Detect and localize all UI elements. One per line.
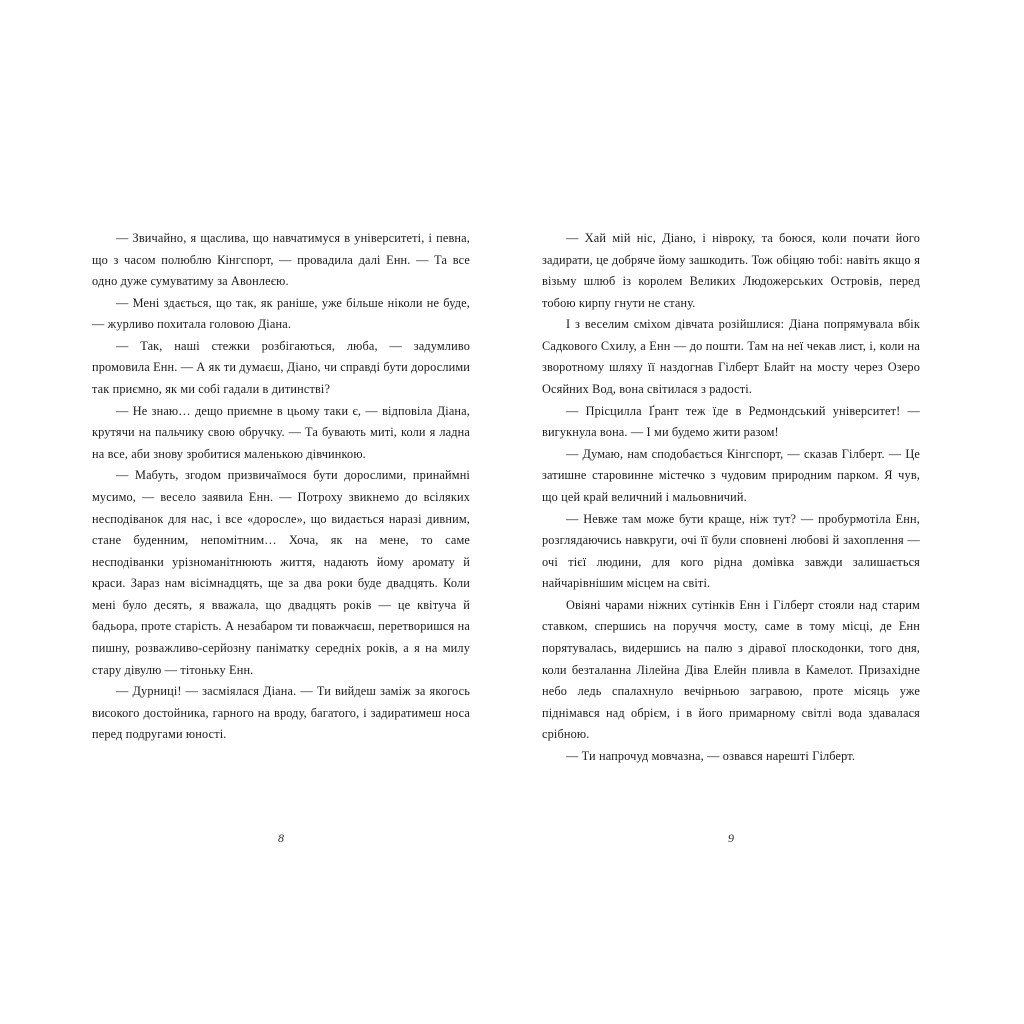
page-number-left: 8	[278, 831, 284, 845]
paragraph: — Ти напрочуд мовчазна, — озвався нарешті Гілберт.	[566, 748, 856, 763]
paragraph: Овіяні чарами ніжних сутінків Енн і Гілберт стояли над старим ставком, спершись на поруччя мосту, саме в тому місці, де Енн порятувалась, видершись на палю з діравої плоскодонки, того дня, коли безталанна Лілейна Діва Елейн пливла в Камелот. Призахідне небо ледь спалахнуло вечірньою загравою, проте місяць уже піднімався над обрієм, і в його примарному світлі вода здавалася срібною.	[542, 597, 920, 742]
page-left-text-column	[92, 228, 470, 746]
page-number-right: 9	[728, 831, 734, 845]
paragraph: — Думаю, нам сподобається Кінгспорт, — сказав Гілберт. — Це затишне старовинне містечко з чудовим природним парком. Я чув, що цей край величний і мальовничий.	[542, 446, 920, 504]
paragraph: — Прісцилла Ґрант теж їде в Редмондський університет! — вигукнула вона. — І ми будемо жити разом!	[542, 403, 920, 440]
page-left	[92, 0, 482, 1024]
paragraph: — Мабуть, згодом призвичаїмося бути дорослими, принаймні мусимо, — весело заявила Енн. — Потроху звикнемо до всіляких несподіванок для нас, і все «доросле», що видається наразі дивним, стане буденним, непомітним… Хоча, як на мене, то саме несподіванки урізноманітнюють життя, надають йому аромату й краси. Зараз нам вісімнадцять, ще за два роки буде двадцять. Коли мені було десять, я вважала, що двадцять років — це квітуча й бадьора, проте старість. А незабаром ти поважчаєш, перетворишся на пишну, розважливо-серйозну паніматку середніх років, а я на милу стару дівулю — тітоньку Енн.	[92, 468, 470, 677]
paragraph: — Мені здається, що так, як раніше, уже більше ніколи не буде, — журливо похитала головою Діана.	[92, 295, 470, 332]
page-right-text-column	[542, 228, 920, 767]
paragraph: — Так, наші стежки розбігаються, люба, — задумливо промовила Енн. — А як ти думаєш, Діано, чи справді бути дорослими так приємно, як ми собі гадали в дитинстві?	[92, 338, 470, 397]
paragraph: — Звичайно, я щаслива, що навчатимуся в університеті, і певна, що з часом полюблю Кінгспорт, — провадила далі Енн. — Та все одно дуже сумуватиму за Авонлеєю.	[92, 231, 470, 289]
paragraph: — Невже там може бути краще, ніж тут? — пробурмотіла Енн, розглядаючись навкруги, очі її були сповнені любові й захоплення — очі тієї людини, для кого рідна домівка завжди залишається найчарівнішим місцем на світі.	[542, 511, 920, 591]
paragraph: — Хай мій ніс, Діано, і нівроку, та боюся, коли почати його задирати, це добряче йому зашкодить. Тож обіцяю тобі: навіть якщо я візьму шлюб із королем Великих Людожерських Островів, перед тобою кирпу гнути не стану.	[542, 231, 920, 310]
paragraph: І з веселим сміхом дівчата розійшлися: Діана попрямувала вбік Садкового Схилу, а Енн — до пошти. Там на неї чекав лист, і, коли на зворотному шляху її наздогнав Гілберт Блайт на мосту через Озеро Осяйних Вод, вона світилася з радості.	[542, 317, 920, 397]
page-right	[542, 0, 932, 1024]
paragraph: — Дурниці! — засміялася Діана. — Ти вийдеш заміж за якогось високого достойника, гарного на вроду, багатого, і задиратимеш носа перед подругами юності.	[92, 684, 470, 742]
paragraph: — Не знаю… дещо приємне в цьому таки є, — відповіла Діана, крутячи на пальчику свою обручку. — Та бувають миті, коли я ладна на все, аби знову зробитися маленькою дівчинкою.	[92, 403, 470, 461]
